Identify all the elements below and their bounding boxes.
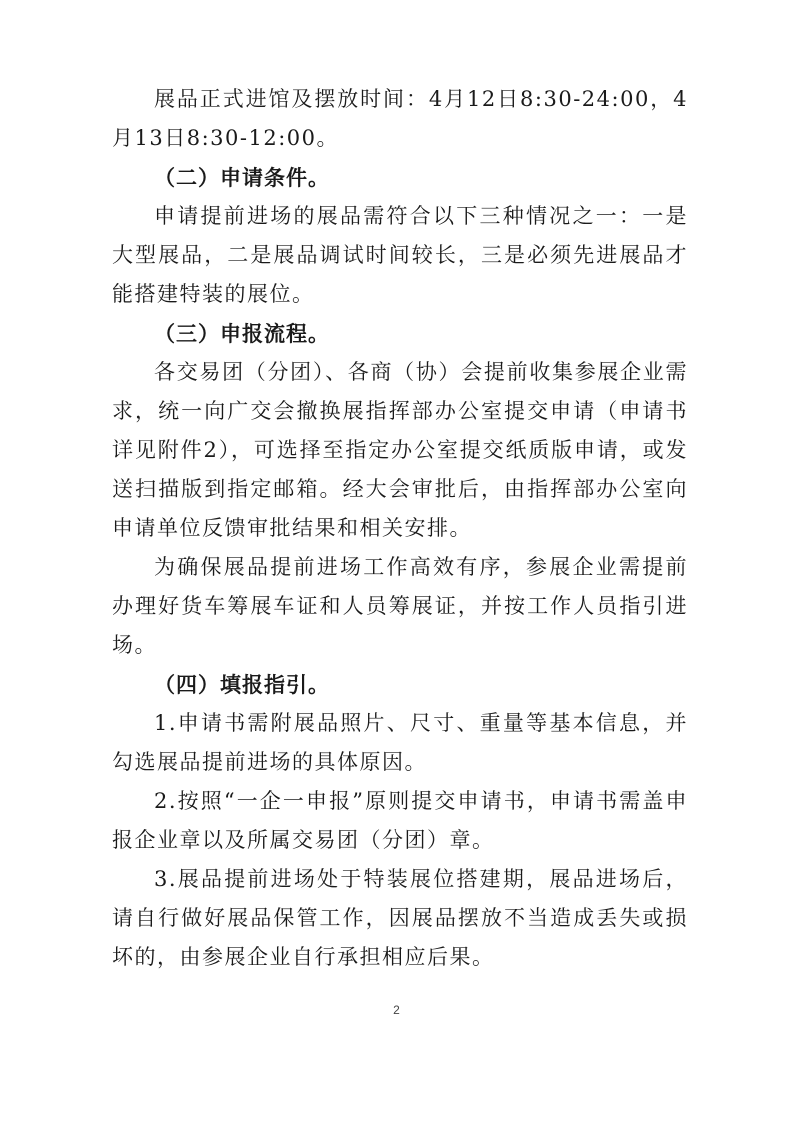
- paragraph-conditions: 申请提前进场的展品需符合以下三种情况之一：一是大型展品，二是展品调试时间较长，三是必须先进展品才能搭建特装的展位。: [112, 204, 688, 306]
- document-body: [112, 80, 688, 977]
- paragraph-guideline-1: 1.申请书需附展品照片、尺寸、重量等基本信息，并勾选展品提前进场的具体原因。: [112, 711, 688, 774]
- paragraph-guideline-3: 3.展品提前进场处于特装展位搭建期，展品进场后，请自行做好展品保管工作，因展品摆放不当造成丢失或损坏的，由参展企业自行承担相应后果。: [112, 867, 688, 969]
- section-heading-conditions: （二）申请条件。: [154, 165, 330, 190]
- section-heading-guidelines: （四）填报指引。: [154, 672, 330, 697]
- section-heading-process: （三）申报流程。: [154, 321, 330, 346]
- paragraph-passes: 为确保展品提前进场工作高效有序，参展企业需提前办理好货车筹展车证和人员筹展证，并按工作人员指引进场。: [112, 555, 688, 657]
- paragraph-guideline-2: 2.按照“一企一申报”原则提交申请书，申请书需盖申报企业章以及所属交易团（分团）章。: [112, 789, 688, 852]
- page-number: 2: [393, 1003, 400, 1017]
- paragraph-entry-time: 展品正式进馆及摆放时间：4月12日8:30-24:00，4月13日8:30-12:00。: [112, 87, 688, 150]
- paragraph-process: 各交易团（分团）、各商（协）会提前收集参展企业需求，统一向广交会撤换展指挥部办公室提交申请（申请书详见附件2），可选择至指定办公室提交纸质版申请，或发送扫描版到指定邮箱。经大会审批后，由指挥部办公室向申请单位反馈审批结果和相关安排。: [112, 360, 688, 540]
